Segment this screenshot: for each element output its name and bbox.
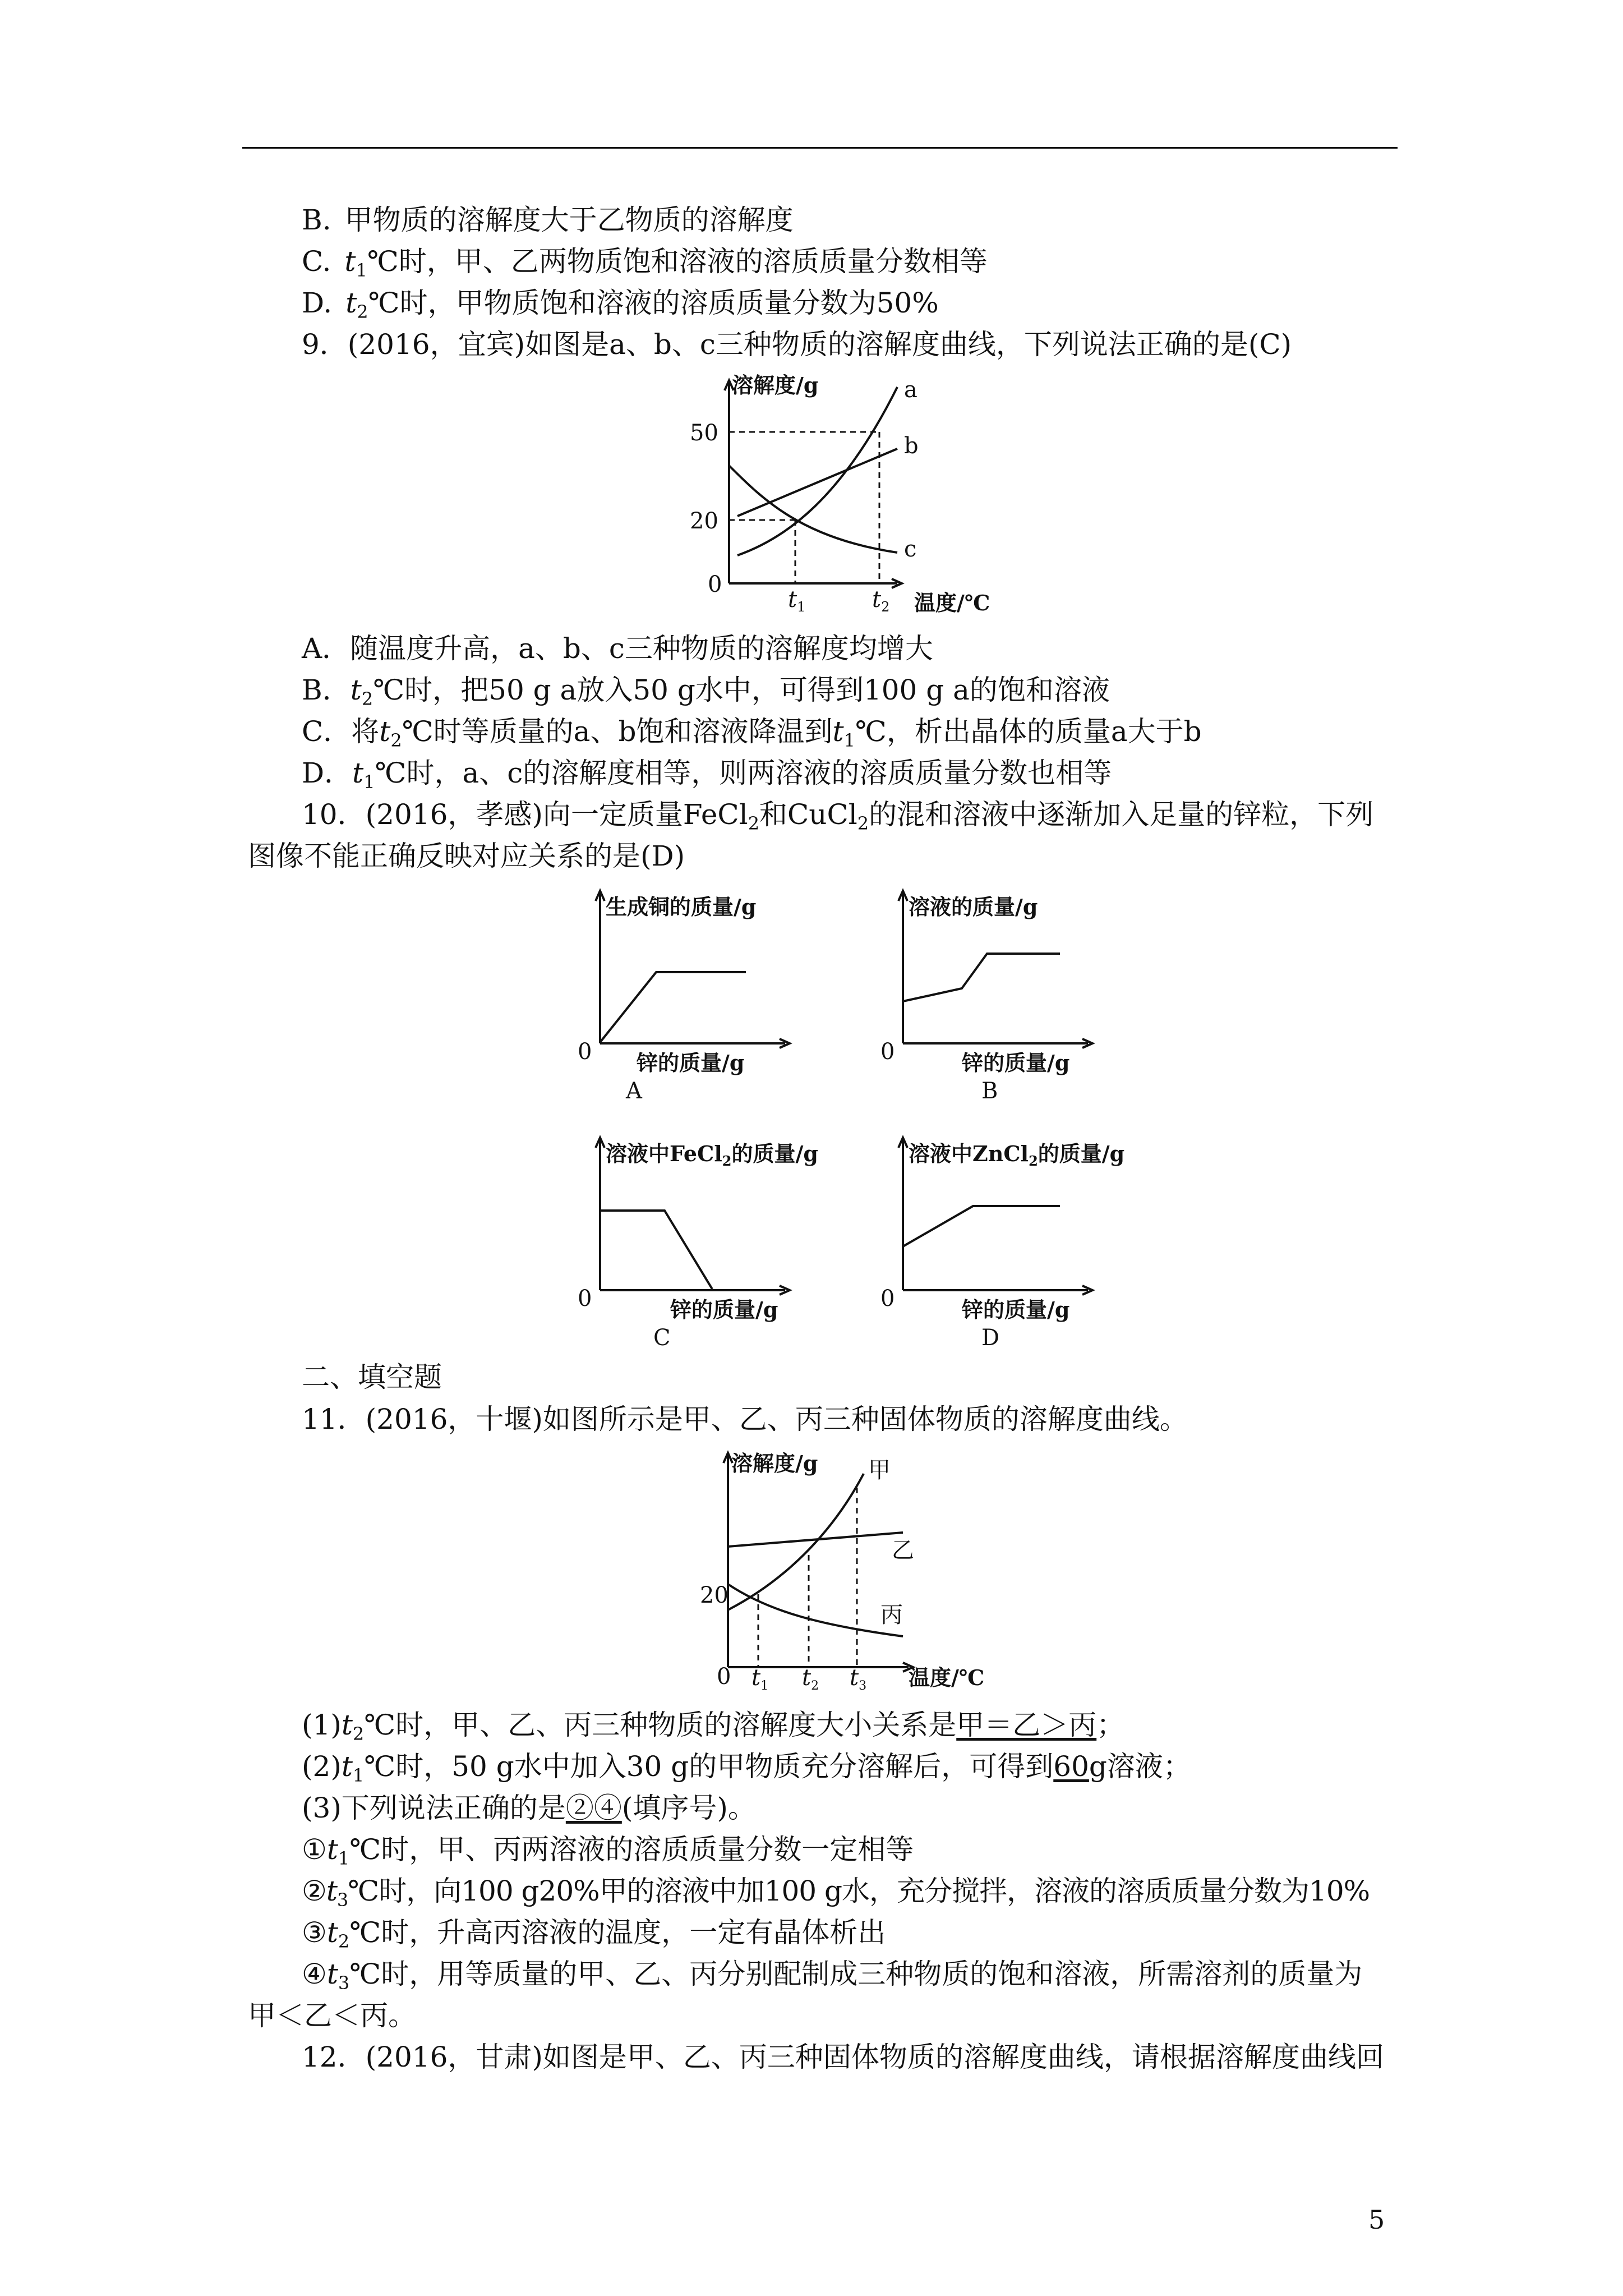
header-rule <box>242 147 1398 149</box>
q10c-x-axis-label: 锌的质量/g <box>670 1297 778 1322</box>
q10b-x-axis-label: 锌的质量/g <box>962 1050 1070 1075</box>
q11-option-4-cont: 甲＜乙＜丙。 <box>248 1999 416 2032</box>
q11-option-4: $④t_3℃$时，用等质量的甲、乙、丙分别配制成三种物质的饱和溶液，所需溶剂的质量为 <box>302 1958 1363 1994</box>
q11-tick-t1: $t_1$ <box>751 1665 769 1693</box>
q11-part2: $(2)t_1℃$时，50 g水中加入30 g的甲物质充分溶解后，可得到60g溶液； <box>302 1750 1191 1786</box>
q9-y-axis-label: 溶解度/g <box>732 372 819 398</box>
q11-label-yi: 乙 <box>892 1538 914 1563</box>
q8-option-b: B. 甲物质的溶解度大于乙物质的溶解度 <box>302 204 794 236</box>
q10b-origin: 0 <box>880 1039 895 1065</box>
q10c-letter: C <box>653 1325 671 1351</box>
q10a-origin: 0 <box>578 1039 592 1065</box>
q9-tick-20: 20 <box>690 508 718 534</box>
page-number: 5 <box>1368 2205 1385 2235</box>
q10a-x-axis-label: 锌的质量/g <box>637 1050 745 1075</box>
q9-origin: 0 <box>708 572 722 597</box>
q10-chart-b <box>880 881 1195 1122</box>
q9-option-a: A．随温度升高，a、b、c三种物质的溶解度均增大 <box>302 632 933 665</box>
q10b-letter: B <box>981 1078 998 1104</box>
q10d-origin: 0 <box>880 1286 895 1312</box>
q10c-origin: 0 <box>578 1286 592 1312</box>
q9-label-a: a <box>904 377 917 403</box>
q9-tick-t1: $t_1$ <box>788 587 806 615</box>
q11-option-3: $③t_2℃$时，升高丙溶液的温度，一定有晶体析出 <box>302 1916 886 1952</box>
q10b-y-axis-label: 溶液的质量/g <box>909 894 1038 919</box>
q10a-letter: A <box>626 1078 642 1104</box>
q9-tick-t2: $t_2$ <box>872 587 890 615</box>
q10a-y-axis-label: 生成铜的质量/g <box>606 894 757 919</box>
q11-origin: 0 <box>717 1664 731 1690</box>
q10d-y-axis-label: 溶液中ZnCl$_2$的质量/g <box>909 1141 1125 1169</box>
q11-x-axis-label: 温度/℃ <box>909 1665 985 1690</box>
q9-option-d: D．$t_1℃$时，a、c的溶解度相等，则两溶液的溶质质量分数也相等 <box>302 757 1112 793</box>
q12-stem: 12．(2016，甘肃)如图是甲、乙、丙三种固体物质的溶解度曲线，请根据溶解度曲线回 <box>302 2041 1384 2073</box>
q10d-letter: D <box>981 1325 1000 1351</box>
q10-stem-line2: 图像不能正确反映对应关系的是(D) <box>248 840 685 872</box>
q10-chart-a <box>578 881 892 1122</box>
q10c-y-axis-label: 溶液中FeCl$_2$的质量/g <box>606 1141 818 1169</box>
q8-option-d: D. $t_2℃$时，甲物质饱和溶液的溶质质量分数为50% <box>302 287 939 323</box>
q9-option-c: C．将$t_2℃$时等质量的a、b饱和溶液降温到$t_1℃$，析出晶体的质量a大于b <box>302 715 1202 751</box>
q11-y-axis-label: 溶解度/g <box>731 1451 818 1476</box>
q11-solubility-figure <box>679 1443 1015 1693</box>
q10-stem-line1: 10．(2016，孝感)向一定质量FeCl$_2$和CuCl$_2$的混和溶液中逐渐加入足量的锌粒，下列 <box>302 798 1374 834</box>
q10d-line <box>903 1206 1060 1246</box>
q10c-line <box>600 1211 712 1289</box>
q10-chart-c <box>578 1128 892 1369</box>
q11-curve-bing <box>728 1584 903 1636</box>
q9-label-c: c <box>904 536 917 562</box>
q9-stem: 9．(2016，宜宾)如图是a、b、c三种物质的溶解度曲线，下列说法正确的是(C) <box>302 328 1292 361</box>
q9-x-axis-label: 温度/℃ <box>914 590 990 615</box>
q11-label-jia: 甲 <box>868 1457 891 1483</box>
q11-tick-20: 20 <box>700 1582 728 1608</box>
q11-tick-t3: $t_3$ <box>850 1665 867 1693</box>
q10a-line <box>600 972 746 1042</box>
q11-curve-yi <box>728 1533 903 1547</box>
q9-solubility-figure <box>673 370 1032 617</box>
q10d-x-axis-label: 锌的质量/g <box>962 1297 1070 1322</box>
q11-part1: $(1)t_2℃$时，甲、乙、丙三种物质的溶解度大小关系是甲＝乙＞丙； <box>302 1709 1125 1745</box>
q9-label-b: b <box>904 433 919 459</box>
q8-option-c: C. $t_1℃$时，甲、乙两物质饱和溶液的溶质质量分数相等 <box>302 245 988 281</box>
q9-curve-b <box>737 449 897 516</box>
q9-tick-50: 50 <box>690 420 718 446</box>
q10-chart-d <box>880 1128 1195 1369</box>
q11-option-1: $①t_1℃$时，甲、丙两溶液的溶质质量分数一定相等 <box>302 1833 914 1869</box>
q9-option-b: B．$t_2℃$时，把50 g a放入50 g水中，可得到100 g a的饱和溶液 <box>302 674 1110 710</box>
q11-part3: (3)下列说法正确的是②④(填序号)。 <box>302 1792 756 1824</box>
q11-tick-t2: $t_2$ <box>802 1665 819 1693</box>
q11-label-bing: 丙 <box>880 1602 903 1628</box>
q10b-line <box>903 954 1060 1001</box>
q11-stem: 11．(2016，十堰)如图所示是甲、乙、丙三种固体物质的溶解度曲线。 <box>302 1403 1188 1435</box>
q11-option-2: $②t_3℃$时，向100 g20%甲的溶液中加100 g水，充分搅拌，溶液的溶质质量分数为10% <box>302 1875 1370 1911</box>
section-heading: 二、填空题 <box>302 1361 442 1393</box>
